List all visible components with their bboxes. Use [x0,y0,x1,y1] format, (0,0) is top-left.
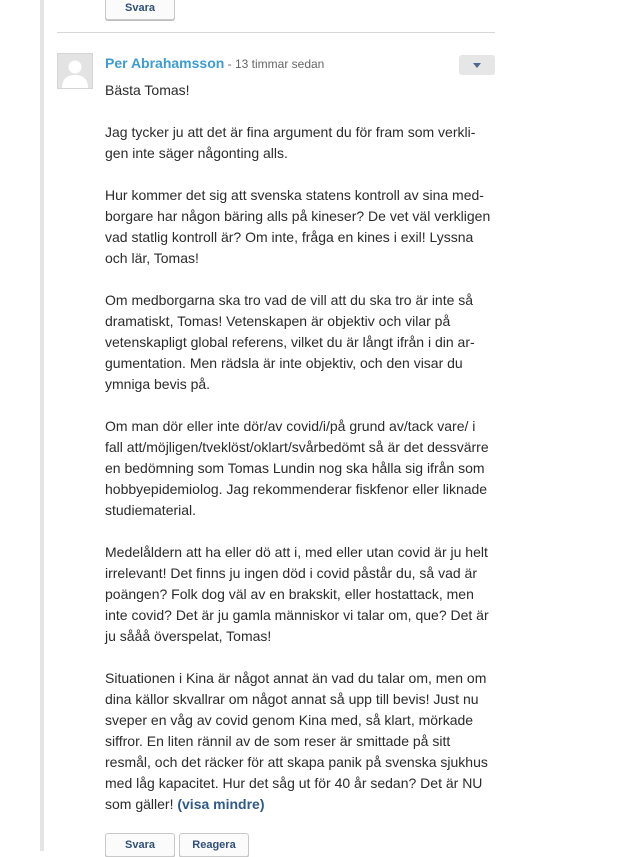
reply-button[interactable]: Svara [105,833,175,857]
comment-timestamp: 13 timmar sedan [234,57,325,71]
avatar[interactable] [57,53,93,89]
default-user-icon [58,54,92,88]
comment-paragraph-last [105,668,497,815]
comment-options-button[interactable] [459,55,495,75]
comment-paragraph: Om man dör eller inte dör/av covid/i/på grund av/tack vare/ i fall att/möjligen/tveklöst/oklart/svårbedömt så är det dessvärre en bedömning som Tomas Lundin nog ska hålla sig ifrån som hobbyepidemiolog. Jag rekommenderar fiskfenor eller liknade studiematerial. [105,418,489,518]
time-separator: - [224,57,235,71]
comment-paragraph: Medelåldern att ha eller dö att i, med eller utan covid är ju helt irrelevant! Det finns ju ingen död i covid påstår du, så vad är poängen? Folk dog väl av en brakskit, eller hostattack, men inte covid? Det är ju gamla människor vi talar om, que? Det är ju sååå överspelat, Tomas! [105,544,489,644]
react-button[interactable]: Reagera [179,833,249,857]
comment-meta [105,55,324,71]
comment-paragraph: Om medborgarna ska tro vad de vill att du ska tro är inte så dramatiskt, Tomas! Vetenskapen är objektiv och vilar på vetenskapligt global referens, vilket du är långt ifrån i din ar-gumentation. Men rädsla är inte objektiv, och den visar du ymniga bevis på. [105,292,475,392]
comment-author[interactable]: Per Abrahamsson [105,55,225,71]
comment-paragraph-text: Situationen i Kina är något annat än vad du talar om, men om dina källor skvallrar om något annat så upp till bevis! Just nu sveper en våg av covid genom Kina med, så klart, mörkade siffror. En liten rännil av de som reser är smittade på sitt resmål, och det räcker för att skapa panik på svenska sjukhus med låg kapacitet. Hur det såg ut för 40 år sedan? Det är NU som gäller! [105,670,488,812]
comment-paragraph: Bästa Tomas! [105,82,190,98]
comment-body [105,80,497,815]
reply-button-previous[interactable]: Svara [105,0,175,20]
comment-paragraph: Hur kommer det sig att svenska statens kontroll av sina med-borgare har någon bäring alls på kineser? De vet väl verkligen vad statlig kontroll är? Om inte, fråga en kines i exil! Lyssna och lär, Tomas! [105,187,491,266]
show-less-link[interactable]: (visa mindre) [177,796,265,812]
comment-separator [57,32,495,33]
chevron-down-icon [473,63,481,68]
thread-indent-rule [40,0,44,851]
comment-paragraph: Jag tycker ju att det är fina argument du för fram som verkli-gen inte säger någonting alls. [105,124,476,161]
